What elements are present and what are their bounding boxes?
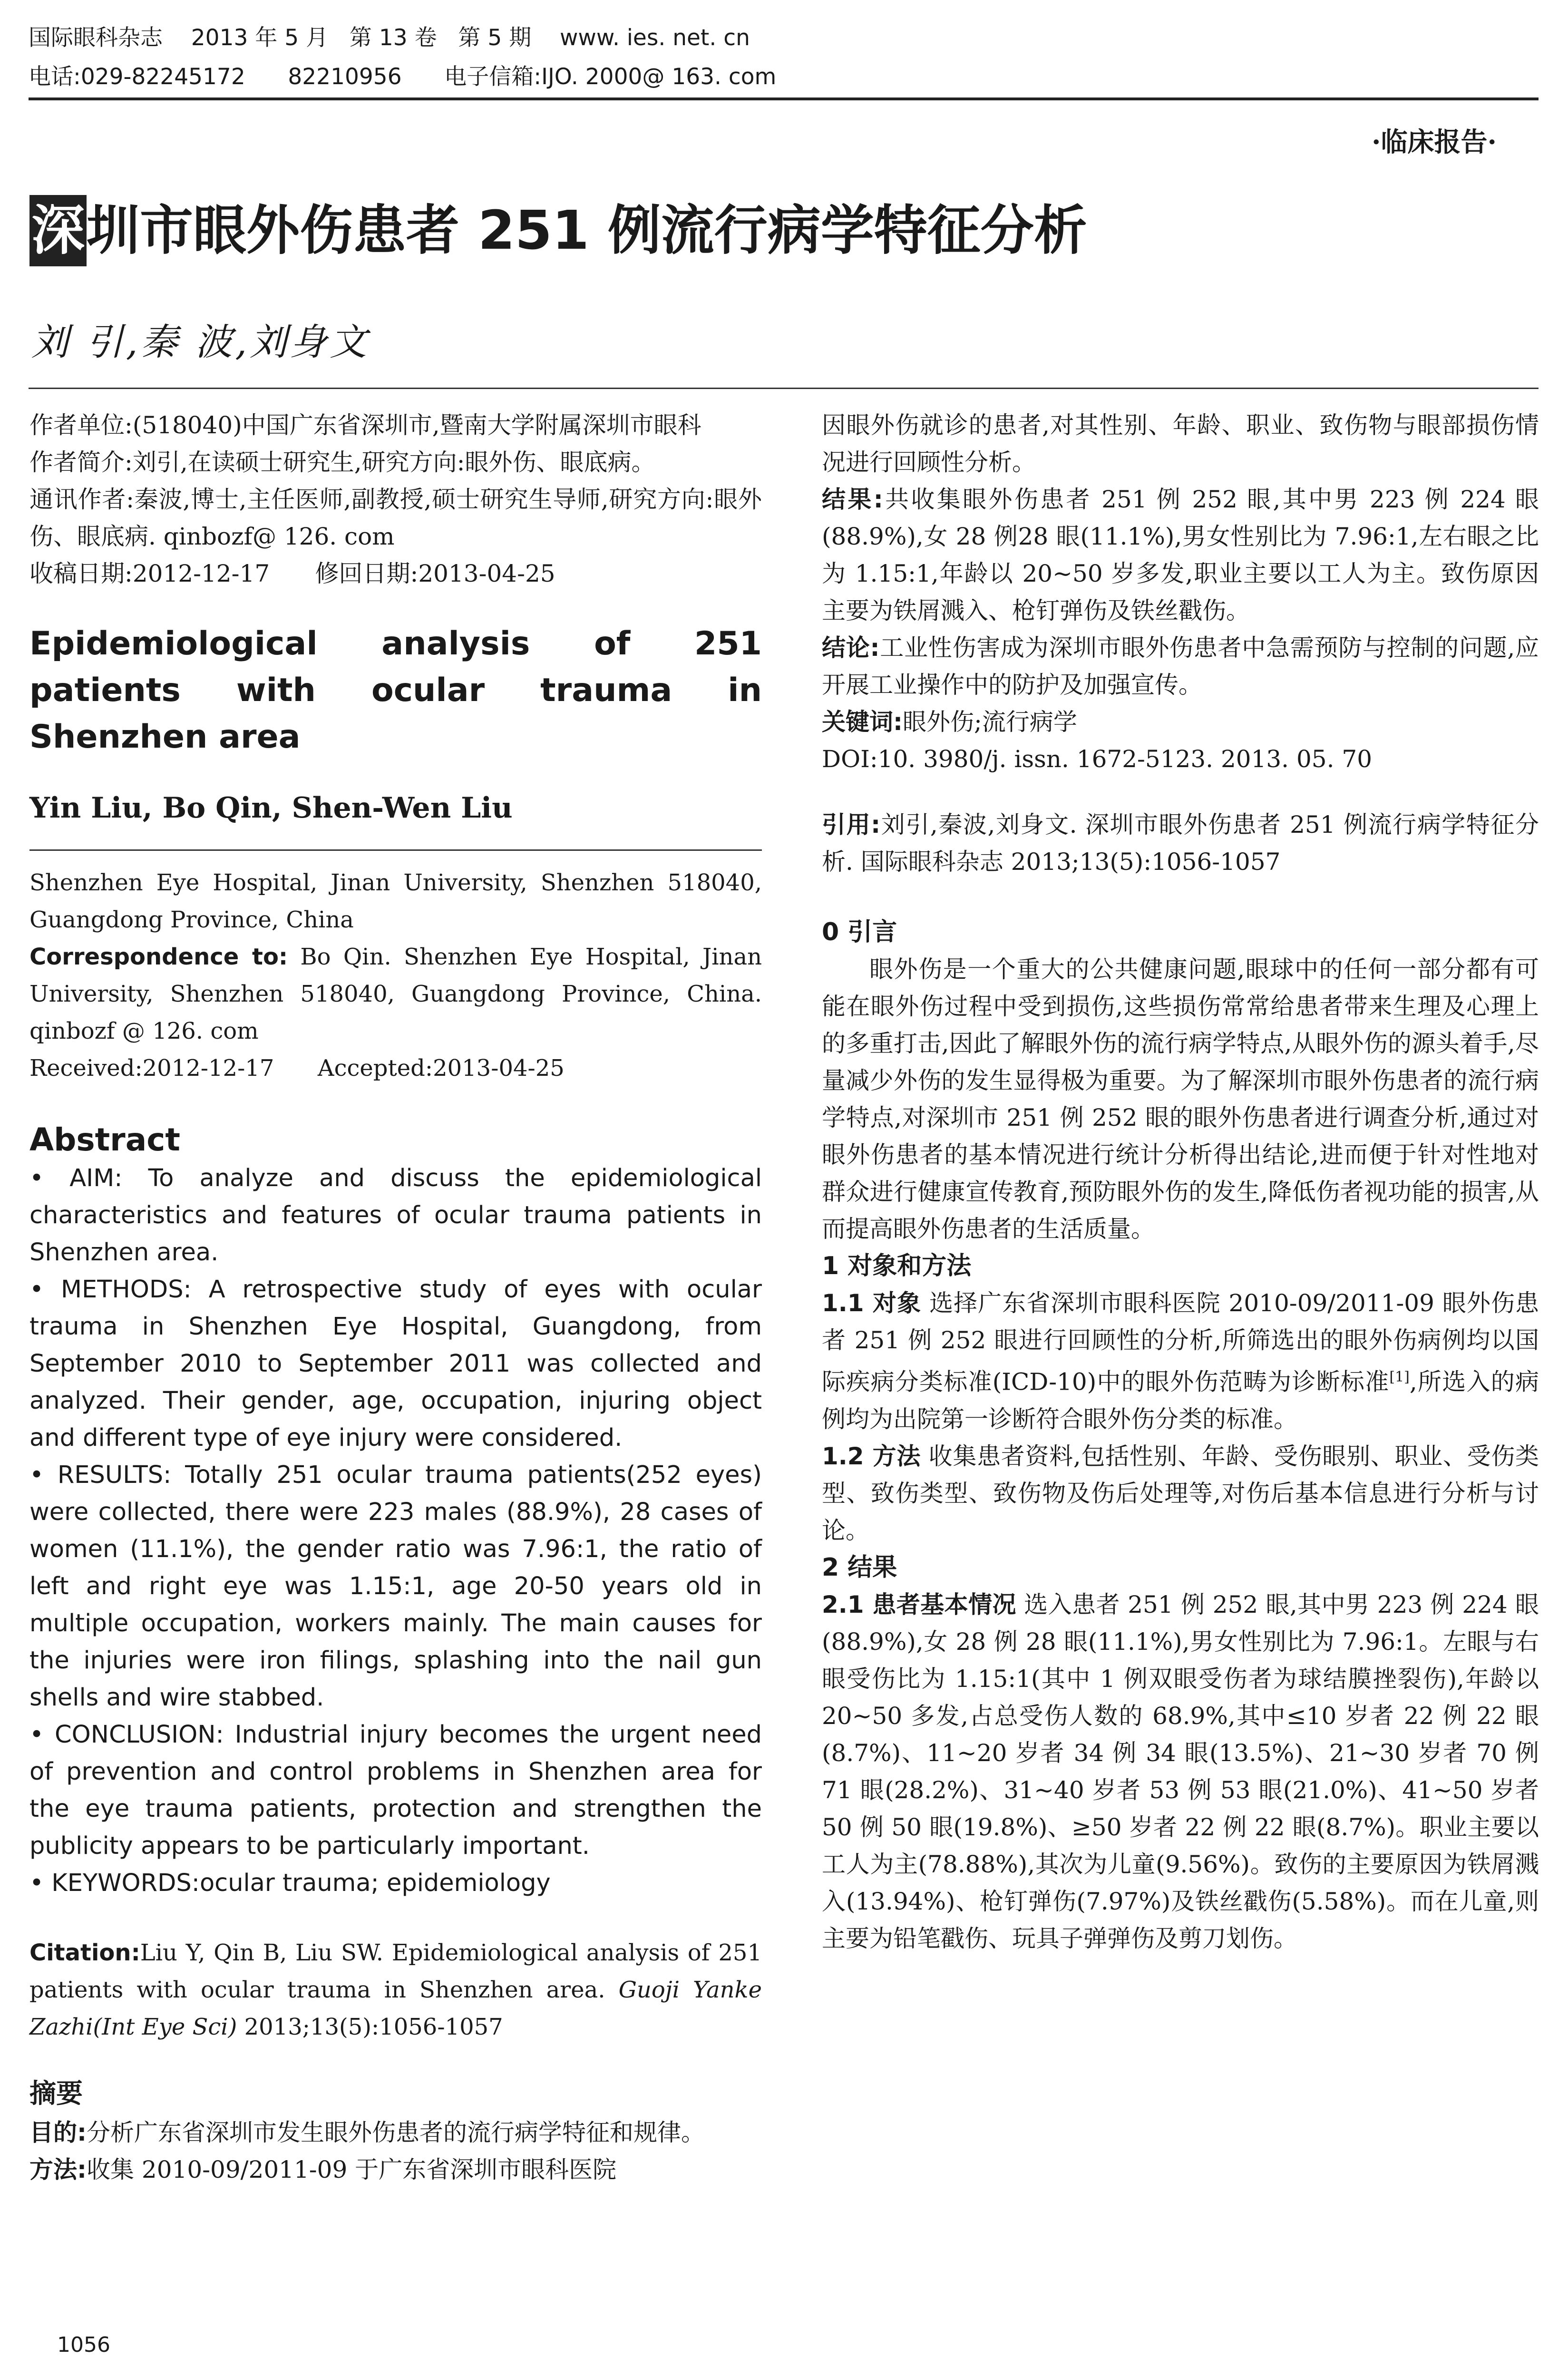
journal-name: 国际眼科杂志: [29, 25, 163, 51]
section-2-1-label: 2.1 患者基本情况: [822, 1590, 1016, 1618]
title-text: 圳市眼外伤患者 251 例流行病学特征分析: [87, 200, 1087, 262]
section-1-1-label: 1.1 对象: [822, 1289, 922, 1317]
abstract-conclusion: • CONCLUSION: Industrial injury becomes the urgent need of prevention and control problems in Shenzhen area for the eye trauma patients, protection and strengthen the publicity appears to be particularly important.: [29, 1721, 762, 1860]
zh-conclusion-label: 结论:: [822, 634, 880, 662]
english-authors: Yin Liu, Bo Qin, Shen-Wen Liu: [29, 791, 513, 825]
corresponding-author: 通讯作者:秦波,博士,主任医师,副教授,硕士研究生导师,研究方向:眼外伤、眼底病. qinbozf@ 126. com: [29, 486, 762, 550]
section-1-1-text: 选择广东省深圳市眼科医院 2010-09/2011-09 眼外伤患者 251 例 252 眼进行回顾性的分析,所筛选出的眼外伤病例均以国际疾病分类标准(ICD-10)中的眼外伤范畴为诊断标准: [822, 1289, 1539, 1396]
zh-keywords-label: 关键词:: [822, 708, 903, 736]
section-1-2-text: 收集患者资料,包括性别、年龄、受伤眼别、职业、受伤类型、致伤类型、致伤物及伤后处理等,对伤后基本信息进行分析与讨论。: [822, 1442, 1539, 1544]
zh-abstract-heading: 摘要: [29, 2078, 83, 2109]
abstract-heading: Abstract: [29, 1121, 180, 1158]
zh-conclusion-text: 工业性伤害成为深圳市眼外伤患者中急需预防与控制的问题,应开展工业操作中的防护及加强宣传。: [822, 634, 1539, 699]
section-2-heading: 2 结果: [822, 1553, 897, 1582]
citation-journal: Guoji Yanke Zazhi(Int Eye Sci): [29, 1977, 762, 2040]
title-dropcap: 深: [29, 195, 87, 266]
zh-result-text: 共收集眼外伤患者 251 例 252 眼,其中男 223 例 224 眼(88.9%),女 28 例28 眼(11.1%),男女性别比为 7.96:1,左右眼之比为 1.15:1,年龄以 20~50 岁多发,职业主要以工人为主。致伤原因主要为铁屑溅入、枪钉弹伤及铁丝戳伤。: [822, 486, 1539, 624]
authors-zh: 刘 引,秦 波,刘身文: [31, 321, 370, 364]
section-0-text: 眼外伤是一个重大的公共健康问题,眼球中的任何一部分都有可能在眼外伤过程中受到损伤,这些损伤常常给患者带来生理及心理上的多重打击,因此了解眼外伤的流行病学特点,从眼外伤的源头着手,尽量减少外伤的发生显得极为重要。为了解深圳市眼外伤患者的流行病学特点,对深圳市 251 例 252 眼的眼外伤患者进行调查分析,通过对眼外伤患者的基本情况进行统计分析得出结论,进而便于针对性地对群众进行健康宣传教育,预防眼外伤的发生,降低伤者视功能的损害,从而提高眼外伤患者的生活质量。: [822, 955, 1539, 1243]
zh-citation: [822, 806, 1539, 880]
zh-keywords: [822, 703, 1539, 740]
section-1-1-end: ,所选入的病例均为出院第一诊断符合眼外伤分类的标准。: [822, 1368, 1539, 1433]
correspondence-label: Correspondence to:: [29, 944, 288, 970]
zh-keywords-text: 眼外伤;流行病学: [903, 708, 1077, 736]
affiliation: 作者单位:(518040)中国广东省深圳市,暨南大学附属深圳市眼科: [29, 411, 701, 439]
dates-zh: 收稿日期:2012-12-17 修回日期:2013-04-25: [29, 560, 555, 587]
method-continued: 因眼外伤就诊的患者,对其性别、年龄、职业、致伤物与眼部损伤情况进行回顾性分析。: [822, 411, 1539, 476]
zh-method-label: 方法:: [29, 2156, 87, 2183]
zh-citation-text: 刘引,秦波,刘身文. 深圳市眼外伤患者 251 例流行病学特征分析. 国际眼科杂志 2013;13(5):1056-1057: [822, 811, 1539, 876]
abstract-keywords: • KEYWORDS:ocular trauma; epidemiology: [29, 1869, 551, 1897]
citation-end: 2013;13(5):1056-1057: [237, 2014, 503, 2040]
right-column: [822, 407, 1539, 1957]
section-0-heading: 0 引言: [822, 918, 897, 946]
header-line-1: [29, 24, 750, 52]
zh-aim-text: 分析广东省深圳市发生眼外伤患者的流行病学特征和规律。: [87, 2119, 705, 2146]
zh-conclusion: [822, 629, 1539, 703]
title-rule: [29, 388, 1539, 389]
issue-info: 2013 年 5 月 第 13 卷 第 5 期: [191, 25, 532, 51]
website[interactable]: www. ies. net. cn: [559, 25, 750, 51]
doi[interactable]: DOI:10. 3980/j. issn. 1672-5123. 2013. 05. 70: [822, 745, 1373, 773]
zh-result: [822, 481, 1539, 629]
page-number: 1056: [57, 2333, 110, 2357]
abstract-results: • RESULTS: Totally 251 ocular trauma patients(252 eyes) were collected, there were 223 males (88.9%), 28 cases of women (11.1%), the gender ratio was 7.96:1, the ratio of left and right eye was 1.15:1, age 20-50 years old in multiple occupation, workers mainly. The main causes for the injuries were iron filings, splashing into the nail gun shells and wire stabbed.: [29, 1461, 762, 1712]
citation: [29, 1934, 762, 2046]
left-column: [29, 407, 762, 2188]
phone-2: 82210956: [288, 64, 402, 90]
abstract-methods: • METHODS: A retrospective study of eyes with ocular trauma in Shenzhen Eye Hospital, Guangdong, from September 2010 to September 2011 was collected and analyzed. Their gender, age, occupation, injuring object and different type of eye injury were considered.: [29, 1276, 762, 1452]
english-rule: [29, 849, 762, 851]
zh-method-text: 收集 2010-09/2011-09 于广东省深圳市眼科医院: [87, 2156, 617, 2183]
english-title: Epidemiological analysis of 251 patients with ocular trauma in Shenzhen area: [29, 625, 762, 756]
reference-1[interactable]: [1]: [1389, 1369, 1410, 1385]
header-rule: [29, 97, 1539, 100]
section-1-2: [822, 1438, 1539, 1549]
english-affiliation: Shenzhen Eye Hospital, Jinan University, Shenzhen 518040, Guangdong Province, China: [29, 869, 762, 933]
zh-result-label: 结果:: [822, 486, 883, 513]
email[interactable]: 电子信箱:IJO. 2000@ 163. com: [444, 64, 777, 90]
abstract-aim: • AIM: To analyze and discuss the epidemiological characteristics and features of ocular trauma patients in Shenzhen area.: [29, 1164, 762, 1266]
zh-aim-label: 目的:: [29, 2119, 87, 2146]
zh-aim: [29, 2114, 762, 2151]
article-title: [29, 195, 1087, 266]
english-dates: Received:2012-12-17 Accepted:2013-04-25: [29, 1055, 565, 1081]
header-line-2: [29, 63, 776, 91]
citation-label: Citation:: [29, 1939, 140, 1966]
section-2-1-text: 选入患者 251 例 252 眼,其中男 223 例 224 眼(88.9%),女 28 例 28 眼(11.1%),男女性别比为 7.96:1。左眼与右眼受伤比为 1.15:1(其中 1 例双眼受伤者为球结膜挫裂伤),年龄以 20~50 多发,占总受伤人数的 68.9%,其中≤10 岁者 22 例 22 眼(8.7%)、11~20 岁者 34 例 34 眼(13.5%)、21~30 岁者 70 例 71 眼(28.2%)、31~40 岁者 53 例 53 眼(21.0%)、41~50 岁者 50 例 50 眼(19.8%)、≥50 岁者 22 例 22 眼(8.7%)。职业主要以工人为主(78.88%),其次为儿童(9.56%)。致伤的主要原因为铁屑溅入(13.94%)、枪钉弹伤(7.97%)及铁丝戳伤(5.58%)。而在儿童,则主要为铅笔戳伤、玩具子弹弹伤及剪刀划伤。: [822, 1590, 1539, 1952]
section-1-1: [822, 1285, 1539, 1438]
section-1-heading: 1 对象和方法: [822, 1252, 972, 1280]
section-2-1: [822, 1586, 1539, 1957]
zh-citation-label: 引用:: [822, 811, 881, 838]
correspondence: [29, 938, 762, 1050]
section-1-2-label: 1.2 方法: [822, 1442, 921, 1470]
zh-method: [29, 2151, 762, 2188]
citation-text: Liu Y, Qin B, Liu SW. Epidemiological analysis of 251 patients with ocular trauma in Shenzhen area.: [29, 1939, 762, 2003]
author-bio: 作者简介:刘引,在读硕士研究生,研究方向:眼外伤、眼底病。: [29, 448, 655, 476]
correspondence-text: Bo Qin. Shenzhen Eye Hospital, Jinan University, Shenzhen 518040, Guangdong Province, China. qinbozf @ 126. com: [29, 944, 762, 1044]
phone: 电话:029-82245172: [29, 64, 245, 90]
section-label: ·临床报告·: [1372, 127, 1497, 158]
